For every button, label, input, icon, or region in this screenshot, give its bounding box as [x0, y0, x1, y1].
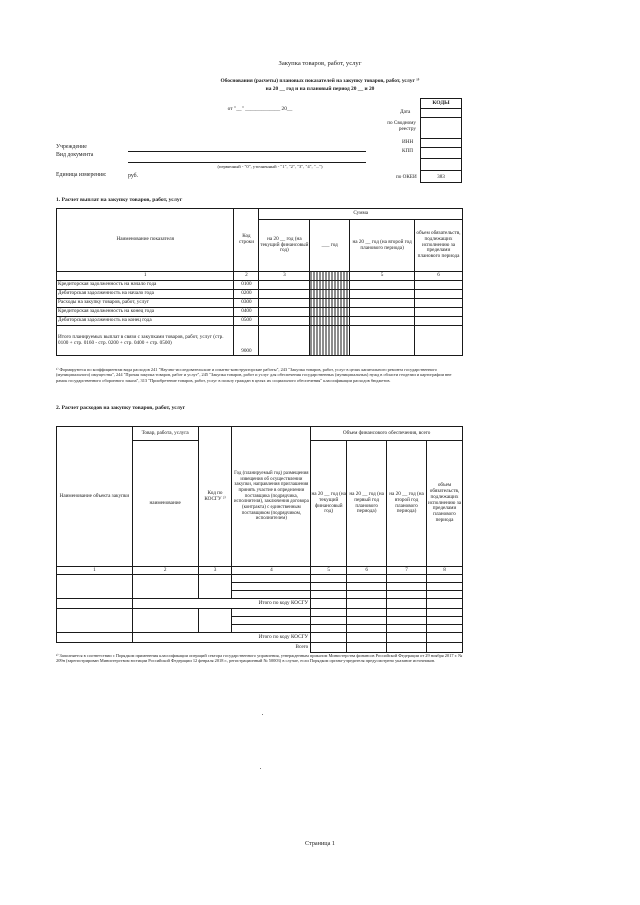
s1-total-name: Итого планируемых выплат в связи с закупками товаров, работ, услуг (стр. 0100 + стр. 0160 - стр. 0200 + стр. 0400 + стр. 0500) [57, 326, 234, 356]
s2-header-kosgu: Код по КОСГУ ²⁾ [198, 427, 232, 567]
s2-header-volume: Объем финансового обеспечения, всего [311, 427, 463, 441]
s1-row-name: Дебиторская задолженность на конец года [57, 317, 234, 326]
s2-colnum-8: 8 [427, 567, 463, 575]
s2-colnum-2: 2 [132, 567, 198, 575]
s1-colnum-5: 5 [350, 272, 415, 281]
codes-title: КОДЫ [432, 100, 450, 106]
s2-header-col8: объем обязательств, подлежащих исполнению за пределами планового периода [427, 441, 463, 567]
s1-header-sum: Сумма [259, 209, 463, 220]
s2-colnum-4: 4 [232, 567, 311, 575]
section1-footnote: ¹⁾ Формируются по коэффициентам вида расходов 241 "Научно-исследовательские и опытно-конструкторские работы", 243 "Закупка товаров, работ, услуг в целях капитального ремонта государственного (муниципального) имущества", 244 "Прочая закупка товаров, работ и услуг", 245 "Закупка товаров, работ и услуг для обеспечения государственных (муниципальных) нужд в области геодезии и картографии вне рамок государственного оборонного заказа", 313 "Приобретение товаров, работ, услуг в пользу граждан в целях их социального обеспечения" классификации расходов бюджетов. [56, 367, 452, 383]
s1-hatched-cell [310, 272, 350, 281]
s2-subtotal-label-2: Итого по коду КОСГУ [132, 633, 310, 643]
s2-colnum-5: 5 [311, 567, 347, 575]
institution-label: Учреждение [56, 144, 87, 150]
s2-header-col7: на 20 __ год (на второй год планового периода) [387, 441, 427, 567]
s1-row-name: Дебиторская задолженность на начало года [57, 290, 234, 299]
s2-header-name: Наименование объекта закупки [57, 427, 133, 567]
section2-footnote: ²⁾ Заполняется в соответствии с Порядком применения классификации операций сектора государственного управления, утвержденным приказом Министерства финансов Российской Федерации от 29 ноября 2017 г. № 209н (зарегистрирован Министерством юстиции Российской Федерации 12 февраля 2018 г., регистрационный № 50003) в случае, если Порядком органа-учредителя предусмотрено указание источников. [56, 653, 463, 664]
s1-row-code: 0300 [234, 299, 259, 308]
table-row [57, 290, 463, 299]
s1-header-code: Код строки [234, 209, 259, 272]
s1-row-name: Кредиторская задолженность на начало года [57, 281, 234, 290]
scan-speck [262, 714, 263, 715]
section1-title: 1. Расчет выплат на закупку товаров, работ, услуг [56, 197, 183, 203]
table-row [57, 308, 463, 317]
page-title: Закупка товаров, работ, услуг [278, 60, 362, 67]
table-row [57, 633, 463, 643]
s1-colnum-1: 1 [57, 272, 234, 281]
table-row [57, 326, 463, 356]
s1-header-col3: на 20 __ год (на текущий финансовый год) [259, 220, 310, 272]
s1-header-col6: объем обязательств, подлежащих исполнению за пределами планового периода [415, 220, 463, 272]
s2-colnum-6: 6 [347, 567, 387, 575]
table-row [57, 317, 463, 326]
s1-row-code: 0400 [234, 308, 259, 317]
table-row [57, 643, 463, 653]
s2-header-col5: на 20 __ год (на текущий финансовый год) [311, 441, 347, 567]
s1-colnum-6: 6 [415, 272, 463, 281]
okei-value: 383 [437, 174, 445, 180]
table-row [57, 281, 463, 290]
s1-row-code: 0100 [234, 281, 259, 290]
table-row [57, 609, 463, 617]
table-row [57, 575, 463, 583]
svodny-label: по Сводному реестру [387, 120, 416, 132]
s2-colnum-7: 7 [387, 567, 427, 575]
doc-type-label: Вид документа [56, 152, 94, 158]
s2-colnum-1: 1 [57, 567, 133, 575]
s1-total-code: 9000 [234, 326, 259, 356]
s1-header-col5: на 20 __ год (на второй год планового периода) [350, 220, 415, 272]
inn-label: ИНН [402, 139, 414, 145]
scan-speck [260, 768, 261, 769]
unit-value: руб. [128, 173, 139, 179]
header-line-1: Обоснования (расчеты) плановых показателей на закупку товаров, работ, услуг ¹⁾ [220, 78, 420, 84]
header-line-2: на 20 __ год и на плановый период 20 __ и 20 [265, 86, 375, 92]
s2-header-goods-name: наименование [132, 441, 198, 567]
unit-label: Единица измерения: [56, 172, 107, 178]
s1-colnum-2: 2 [234, 272, 259, 281]
section2-table [56, 426, 463, 653]
s2-total-label: Всего [57, 643, 311, 653]
s1-row-name: Расходы на закупку товаров, работ, услуг [57, 299, 234, 308]
s2-colnum-3: 3 [198, 567, 232, 575]
s2-header-col6: на 20 __ год (на первый год планового периода) [347, 441, 387, 567]
doc-type-hint: (первичный - "0", уточненный - "1", "2", "3", "4", "...") [217, 164, 323, 169]
date-line: от "__" _____________ 20__ [227, 106, 293, 112]
table-row [57, 599, 463, 609]
s1-colnum-3: 3 [259, 272, 310, 281]
kpp-label: КПП [402, 148, 413, 154]
s1-row-name: Кредиторская задолженность на конец года [57, 308, 234, 317]
okei-label: по ОКЕИ [396, 174, 417, 180]
section2-title: 2. Расчет расходов на закупку товаров, работ, услуг [56, 405, 186, 411]
s1-row-code: 0200 [234, 290, 259, 299]
s2-header-year: Год (планируемый год) размещения извещения об осуществлении закупки, направления приглашения принять участие в определении поставщика (подрядчика, исполнителя), заключения договора (контракта) с единственным поставщиком (подрядчиком, исполнителем) [232, 427, 311, 567]
page-number: Страница 1 [305, 840, 335, 847]
s1-header-col4: ___ год [310, 220, 350, 272]
section1-table [56, 208, 463, 356]
date-label: Дата [400, 109, 411, 115]
table-row [57, 299, 463, 308]
s1-header-name: Наименование показателя [57, 209, 234, 272]
s2-header-goods-group: Товар, работа, услуга [132, 427, 198, 441]
s2-subtotal-label: Итого по коду КОСГУ [132, 599, 310, 609]
s1-row-code: 0500 [234, 317, 259, 326]
